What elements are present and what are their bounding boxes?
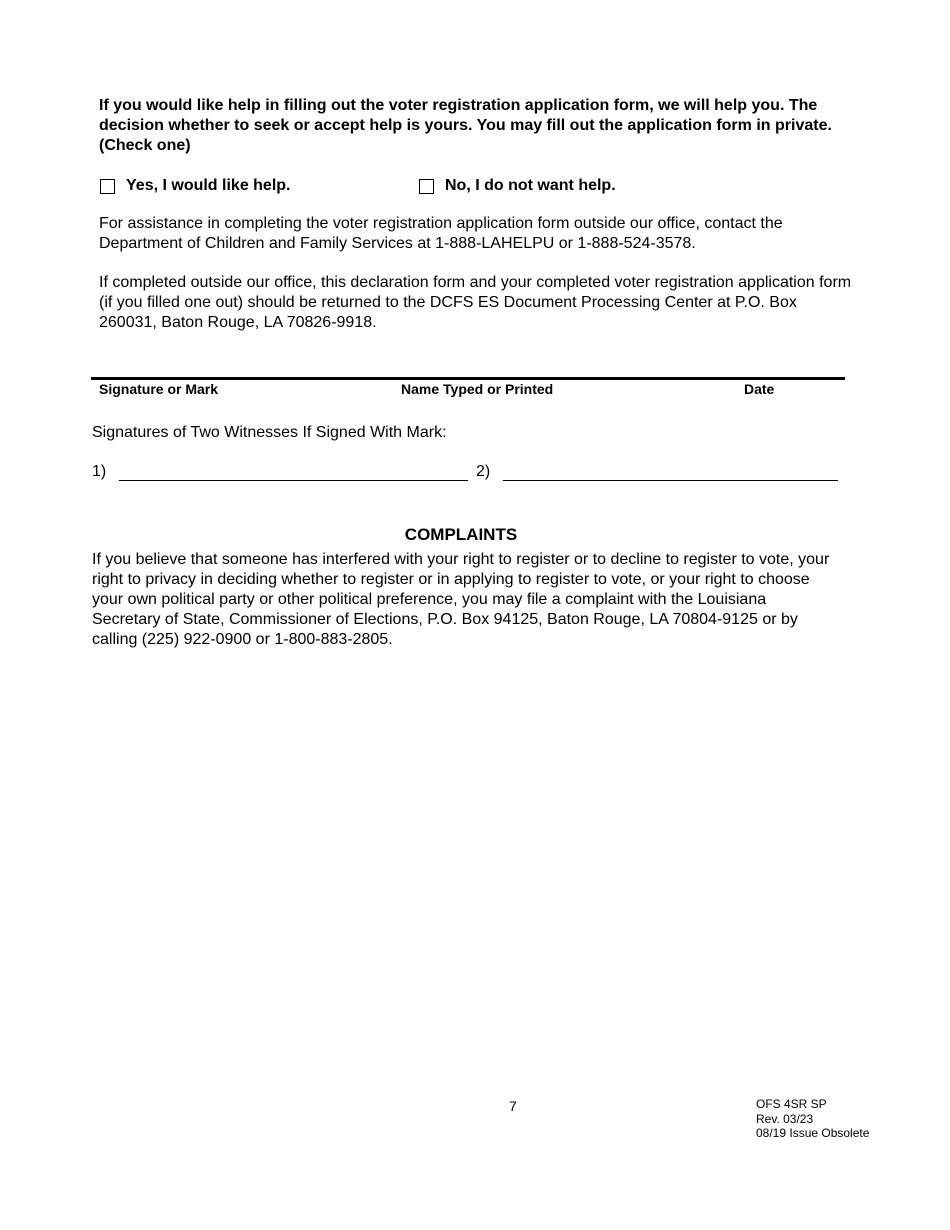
witness-heading: Signatures of Two Witnesses If Signed With Mark:	[92, 424, 447, 441]
witness-1-signature-line[interactable]	[119, 480, 468, 481]
return-address-text: If completed outside our office, this declaration form and your completed voter registration application form (if you filled one out) should be returned to the DCFS ES Document Processing Center at P.O. Box 260031, Baton Rouge, LA 70826-9918.	[99, 274, 852, 331]
form-metadata	[756, 1097, 869, 1141]
help-intro-text: If you would like help in filling out the voter registration application form, we will help you. The decision whether to seek or accept help is yours. You may fill out the application form in private. (Check one)	[99, 97, 832, 154]
page-number: 7	[509, 1098, 517, 1114]
yes-help-label: Yes, I would like help.	[126, 177, 291, 194]
yes-help-option[interactable]	[100, 176, 291, 196]
obsolete-note: 08/19 Issue Obsolete	[756, 1126, 870, 1140]
no-help-checkbox[interactable]	[419, 179, 434, 194]
name-label: Name Typed or Printed	[401, 381, 554, 397]
assistance-contact-text: For assistance in completing the voter registration application form outside our office, contact the Department of Children and Family Services at 1-888-LAHELPU or 1-888-524-3578.	[99, 215, 783, 252]
yes-help-checkbox[interactable]	[100, 179, 115, 194]
witness-1-number: 1)	[92, 463, 107, 480]
complaints-heading: COMPLAINTS	[404, 525, 518, 544]
date-label: Date	[744, 381, 775, 397]
form-id: OFS 4SR SP	[756, 1097, 827, 1111]
no-help-option[interactable]	[419, 176, 616, 196]
witness-2-signature-line[interactable]	[503, 480, 838, 481]
witness-2-number: 2)	[476, 463, 491, 480]
form-revision: Rev. 03/23	[756, 1111, 814, 1126]
complaints-text: If you believe that someone has interfered with your right to register or to decline to register to vote, your right to privacy in deciding whether to register or in applying to register to vote, or your right to choose your own political party or other political preference, you may file a complaint with the Louisiana Secretary of State, Commissioner of Elections, P.O. Box 94125, Baton Rouge, LA 70804-9125 or by calling (225) 922-0900 or 1-800-883-2805.	[92, 551, 830, 648]
no-help-label: No, I do not want help.	[445, 177, 616, 194]
signature-label: Signature or Mark	[99, 381, 219, 397]
